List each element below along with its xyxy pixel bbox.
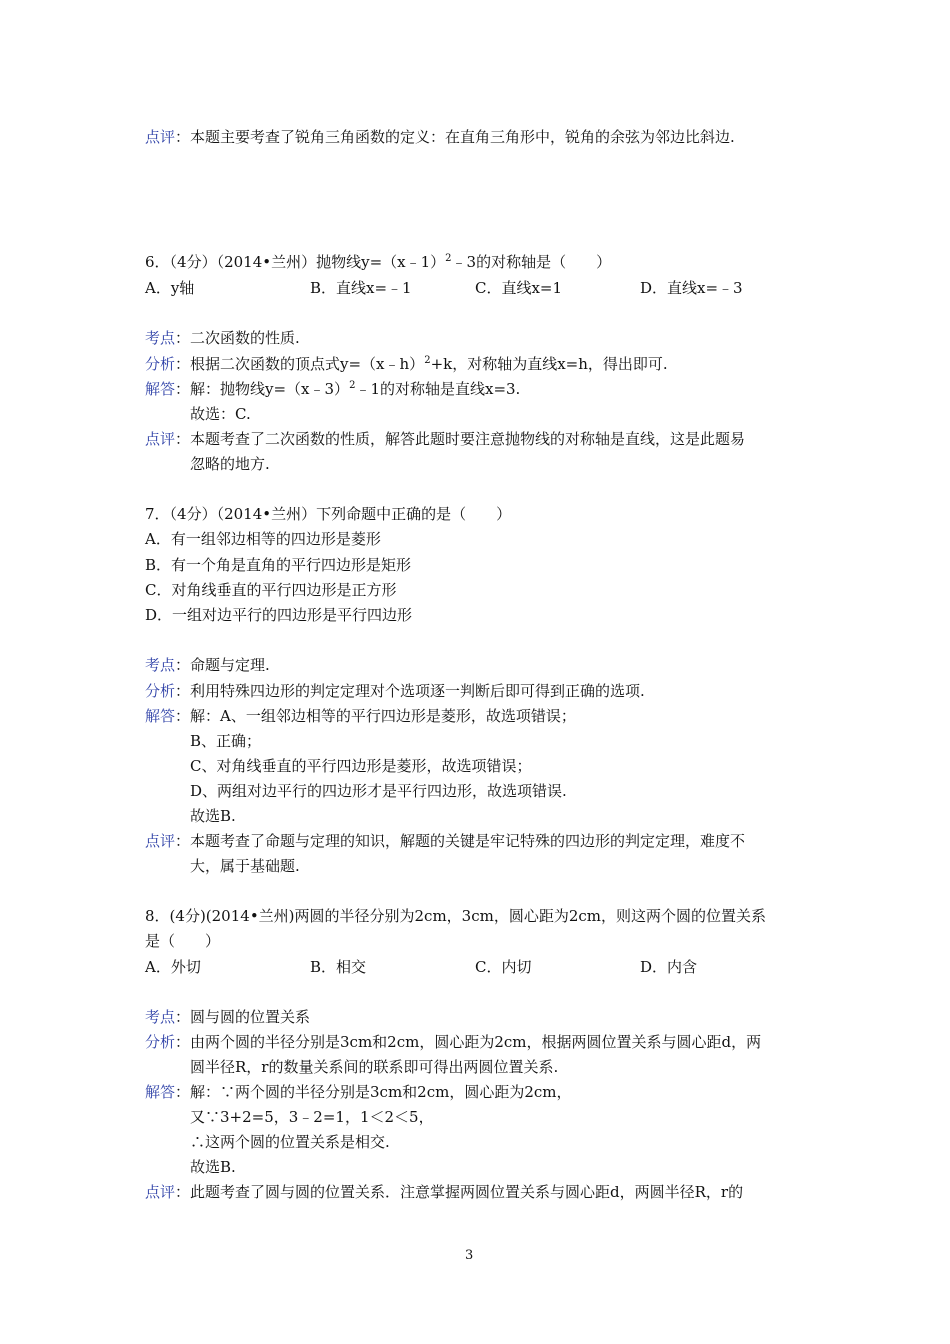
q7-answer-line2: B、正确； — [190, 732, 262, 750]
q7-review — [145, 831, 745, 851]
review-text: ：本题考查了命题与定理的知识，解题的关键是牢记特殊的四边形的判定定理，难度不 — [175, 832, 746, 850]
analysis-tag: 分析 — [145, 682, 176, 700]
review-text: ：本题主要考查了锐角三角函数的定义：在直角三角形中，锐角的余弦为邻边比斜边. — [175, 128, 735, 146]
q7-answer-line3: C、对角线垂直的平行四边形是菱形，故选项错误； — [190, 757, 532, 775]
q7-review-cont: 大，属于基础题. — [190, 857, 300, 875]
q6-option-c: C．直线x=1 — [475, 279, 563, 297]
q8-answer-line3: ∴这两个圆的位置关系是相交. — [190, 1133, 390, 1151]
q8-option-a: A．外切 — [145, 958, 201, 976]
q7-stem: 7．（4分）（2014•兰州）下列命题中正确的是（ ） — [145, 505, 512, 523]
q8-point — [145, 1007, 310, 1027]
q7-answer-line5: 故选B. — [190, 807, 236, 825]
q8-option-d: D．内含 — [640, 958, 698, 976]
analysis-part2: +k，对称轴为直线x=h，得出即可. — [430, 355, 668, 373]
q7-answer — [145, 706, 576, 726]
q7-point — [145, 655, 270, 675]
point-text: ：命题与定理. — [175, 656, 270, 674]
review-text: ：此题考查了圆与圆的位置关系．注意掌握两圆位置关系与圆心距d，两圆半径R，r的 — [175, 1183, 744, 1201]
q7-analysis — [145, 681, 645, 701]
answer-sup: 2 — [349, 380, 356, 391]
point-tag: 考点 — [145, 329, 176, 347]
point-text: ：二次函数的性质. — [175, 329, 300, 347]
q7-option-b: B．有一个角是直角的平行四边形是矩形 — [145, 556, 412, 574]
q8-review — [145, 1182, 743, 1202]
q6-option-d: D．直线x=﹣3 — [640, 279, 743, 297]
q8-option-c: C．内切 — [475, 958, 532, 976]
q8-option-b: B．相交 — [310, 958, 367, 976]
page-number: 3 — [465, 1248, 474, 1263]
answer-tag: 解答 — [145, 380, 176, 398]
q8-answer-line4: 故选B. — [190, 1158, 236, 1176]
answer-part1: ：解：抛物线y=（x﹣3） — [175, 380, 350, 398]
answer-text: ：解：A、一组邻边相等的平行四边形是菱形，故选项错误； — [175, 707, 576, 725]
analysis-text: ：由两个圆的半径分别是3cm和2cm，圆心距为2cm，根据两圆位置关系与圆心距d，两 — [175, 1033, 762, 1051]
answer-tag: 解答 — [145, 1083, 176, 1101]
q6-review — [145, 429, 745, 449]
q6-review-cont: 忽略的地方. — [190, 455, 270, 473]
q8-stem-cont: 是（ ） — [145, 932, 221, 950]
review-tag: 点评 — [145, 430, 176, 448]
q6-answer-choice: 故选：C. — [190, 405, 251, 423]
point-text: ：圆与圆的位置关系 — [175, 1008, 311, 1026]
q6-stem-sup: 2 — [445, 253, 452, 264]
answer-part2: ﹣1的对称轴是直线x=3. — [355, 380, 521, 398]
review-text: ：本题考查了二次函数的性质，解答此题时要注意抛物线的对称轴是直线，这是此题易 — [175, 430, 746, 448]
q8-answer-line2: 又∵3+2=5，3﹣2=1，1＜2＜5， — [190, 1108, 434, 1126]
analysis-sup: 2 — [424, 355, 431, 366]
q8-analysis-cont: 圆半径R，r的数量关系间的联系即可得出两圆位置关系. — [190, 1058, 559, 1076]
q8-stem: 8．(4分)(2014•兰州)两圆的半径分别为2cm，3cm，圆心距为2cm，则这两个圆的位置关系 — [145, 907, 767, 925]
q8-analysis — [145, 1032, 761, 1052]
q6-stem-part1: 6．（4分）（2014•兰州）抛物线y=（x﹣1） — [145, 253, 446, 271]
q5-review — [145, 127, 735, 147]
q7-option-d: D．一组对边平行的四边形是平行四边形 — [145, 606, 413, 624]
q6-answer — [145, 379, 520, 399]
q8-answer — [145, 1082, 572, 1102]
q6-point — [145, 328, 300, 348]
review-tag: 点评 — [145, 128, 176, 146]
point-tag: 考点 — [145, 656, 176, 674]
answer-tag: 解答 — [145, 707, 176, 725]
answer-text: ：解：∵两个圆的半径分别是3cm和2cm，圆心距为2cm， — [175, 1083, 572, 1101]
q6-stem — [145, 252, 611, 272]
q8-options — [145, 957, 805, 977]
q6-stem-part2: ﹣3的对称轴是（ ） — [451, 253, 612, 271]
q6-option-a: A．y轴 — [145, 279, 195, 297]
review-tag: 点评 — [145, 1183, 176, 1201]
review-tag: 点评 — [145, 832, 176, 850]
point-tag: 考点 — [145, 1008, 176, 1026]
q6-options — [145, 278, 805, 298]
analysis-tag: 分析 — [145, 355, 176, 373]
q7-answer-line4: D、两组对边平行的四边形才是平行四边形，故选项错误. — [190, 782, 567, 800]
q7-option-c: C．对角线垂直的平行四边形是正方形 — [145, 581, 397, 599]
analysis-text: ：利用特殊四边形的判定定理对个选项逐一判断后即可得到正确的选项. — [175, 682, 645, 700]
q7-option-a: A．有一组邻边相等的四边形是菱形 — [145, 530, 381, 548]
q6-analysis — [145, 354, 668, 374]
analysis-tag: 分析 — [145, 1033, 176, 1051]
analysis-part1: ：根据二次函数的顶点式y=（x﹣h） — [175, 355, 425, 373]
q6-option-b: B．直线x=﹣1 — [310, 279, 412, 297]
